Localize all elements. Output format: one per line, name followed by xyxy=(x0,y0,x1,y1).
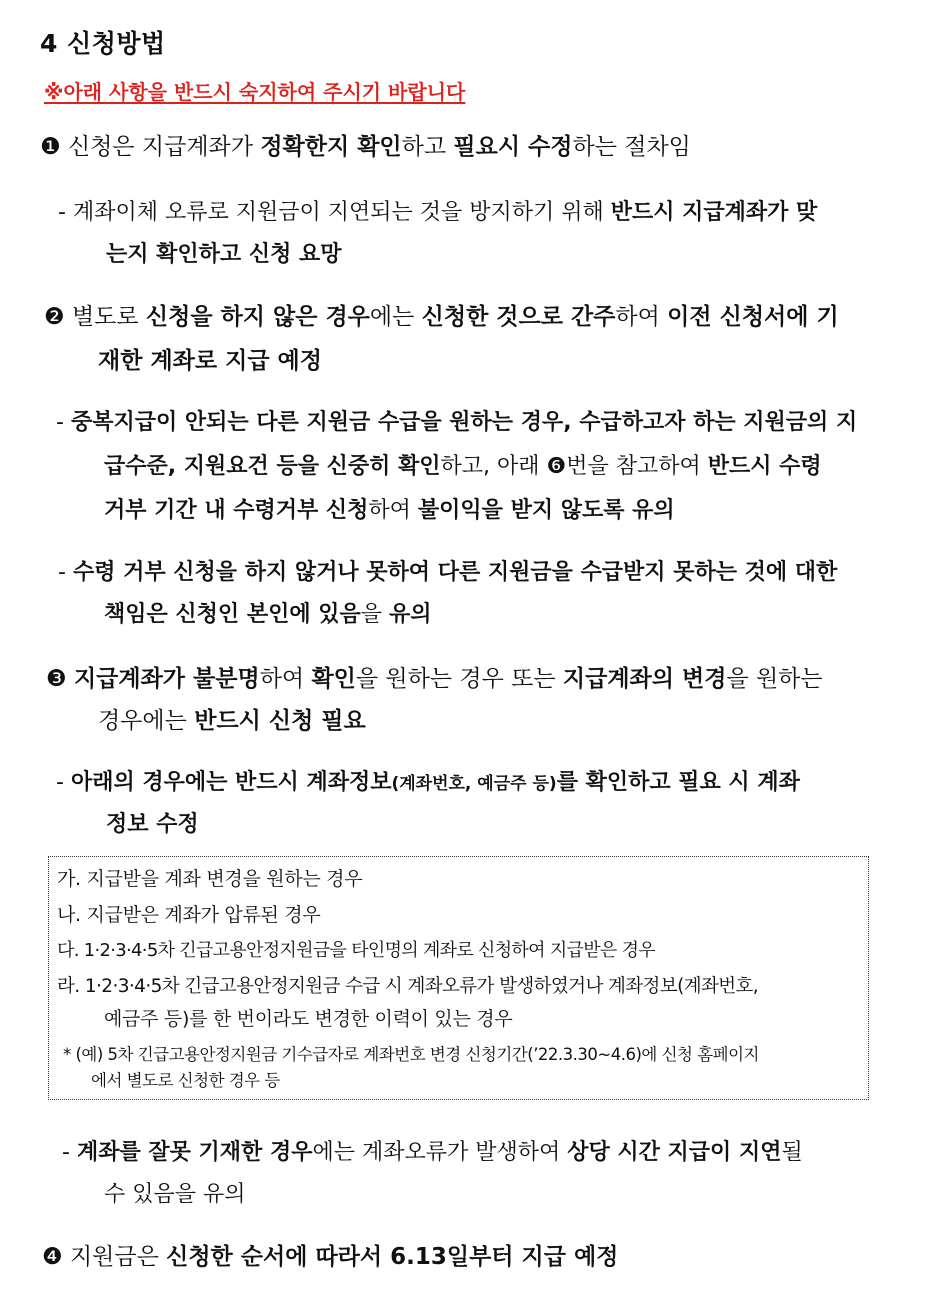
item-1-sub-line-1: - 계좌이체 오류로 지원금이 지연되는 것을 방지하기 위해 반드시 지급계좌가 맞 xyxy=(58,200,818,225)
item-1-sub-line-2: 는지 확인하고 신청 요망 xyxy=(106,242,342,267)
item-2-sub1-line-3: 거부 기간 내 수령거부 신청하여 불이익을 받지 않도록 유의 xyxy=(104,498,675,523)
case-na: 나. 지급받은 계좌가 압류된 경우 xyxy=(57,904,321,926)
account-cases-box xyxy=(48,856,869,1100)
item-3-line-2: 경우에는 반드시 신청 필요 xyxy=(98,708,366,734)
item-2-sub2-line-1: - 수령 거부 신청을 하지 않거나 못하여 다른 지원금을 수급받지 못하는 것에 대한 xyxy=(58,560,838,585)
case-note-line-1: * (예) 5차 긴급고용안정지원금 기수급자로 계좌번호 변경 신청기간(’22.3.30~4.6)에 신청 홈페이지 xyxy=(63,1045,759,1064)
item-2-line-2: 재한 계좌로 지급 예정 xyxy=(98,348,322,374)
item-3-line-1: ❸ 지급계좌가 불분명하여 확인을 원하는 경우 또는 지급계좌의 변경을 원하는 xyxy=(46,666,823,692)
case-note-line-2: 에서 별도로 신청한 경우 등 xyxy=(91,1071,280,1090)
item-3-sub1-line-2: 정보 수정 xyxy=(106,812,199,837)
item-2-line-1: ❷ 별도로 신청을 하지 않은 경우에는 신청한 것으로 간주하여 이전 신청서에 기 xyxy=(44,304,839,330)
case-ra-line-2: 예금주 등)를 한 번이라도 변경한 이력이 있는 경우 xyxy=(104,1008,513,1030)
section-heading: 4 신청방법 xyxy=(40,29,166,58)
item-1-marker: ❶ xyxy=(40,134,61,160)
item-2-sub1-line-2: 급수준, 지원요건 등을 신중히 확인하고, 아래 ❻번을 참고하여 반드시 수령 xyxy=(104,454,822,479)
item-3-sub2-line-2: 수 있음을 유의 xyxy=(104,1182,246,1207)
item-3-sub1-line-1: - 아래의 경우에는 반드시 계좌정보(계좌번호, 예금주 등)를 확인하고 필요 시 계좌 xyxy=(56,770,800,795)
item-3-marker: ❸ xyxy=(46,666,67,692)
ref-6-marker: ❻ xyxy=(546,454,567,479)
item-3-sub2-line-1: - 계좌를 잘못 기재한 경우에는 계좌오류가 발생하여 상당 시간 지급이 지연될 xyxy=(62,1140,803,1165)
item-2-sub2-line-2: 책임은 신청인 본인에 있음을 유의 xyxy=(104,602,432,627)
item-1-line-1: ❶ 신청은 지급계좌가 정확한지 확인하고 필요시 수정하는 절차임 xyxy=(40,134,691,160)
case-ga: 가. 지급받을 계좌 변경을 원하는 경우 xyxy=(57,868,363,890)
item-4-marker: ❹ xyxy=(42,1244,63,1270)
item-4-line-1: ❹ 지원금은 신청한 순서에 따라서 6.13일부터 지급 예정 xyxy=(42,1244,619,1270)
case-da: 다. 1·2·3·4·5차 긴급고용안정지원금을 타인명의 계좌로 신청하여 지급받은 경우 xyxy=(57,940,655,961)
case-ra-line-1: 라. 1·2·3·4·5차 긴급고용안정지원금 수급 시 계좌오류가 발생하였거나 계좌정보(계좌번호, xyxy=(57,976,759,997)
item-2-sub1-line-1: - 중복지급이 안되는 다른 지원금 수급을 원하는 경우, 수급하고자 하는 지원금의 지 xyxy=(56,410,858,435)
notice-text: ※아래 사항을 반드시 숙지하여 주시기 바랍니다 xyxy=(44,80,466,104)
item-2-marker: ❷ xyxy=(44,304,65,330)
